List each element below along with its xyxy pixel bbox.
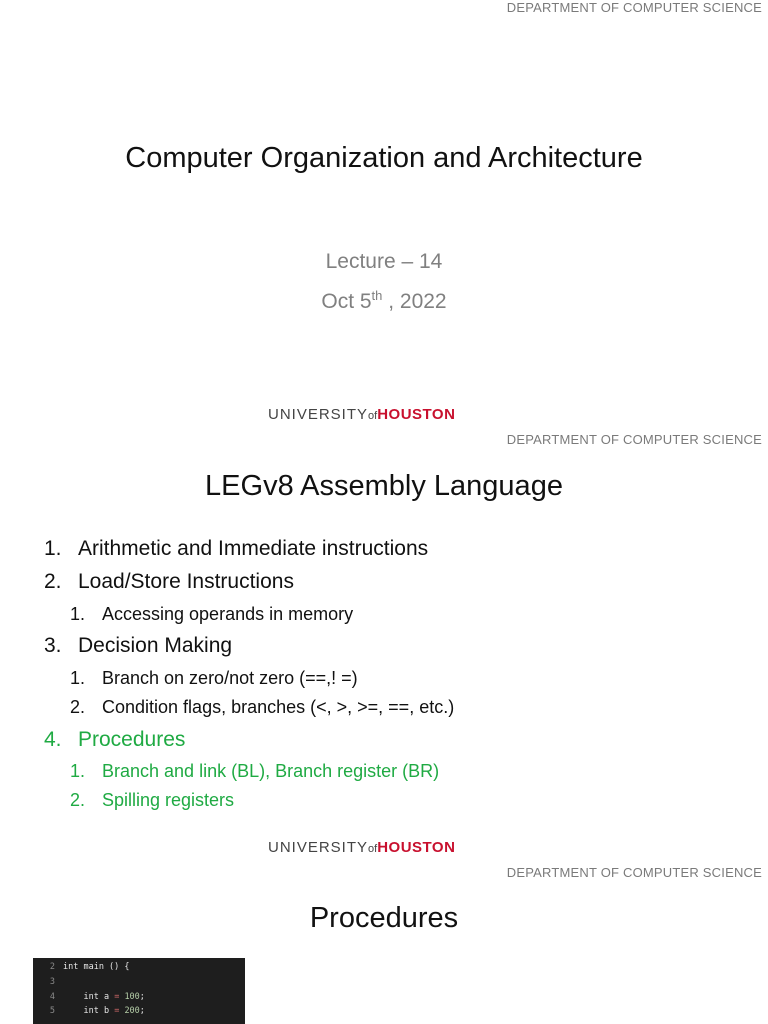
department-header: DEPARTMENT OF COMPUTER SCIENCE bbox=[506, 0, 762, 15]
code-editor bbox=[33, 958, 245, 1024]
list-subitem: 1. Branch on zero/not zero (==,! =) bbox=[70, 668, 358, 688]
list-subitem-highlighted: 1. Branch and link (BL), Branch register (BR) bbox=[70, 761, 440, 781]
list-item-highlighted: 4. Procedures bbox=[44, 728, 186, 751]
code-line: 3 bbox=[49, 977, 55, 987]
code-line: 5 int b = 200; bbox=[49, 1006, 145, 1016]
department-header: DEPARTMENT OF COMPUTER SCIENCE bbox=[506, 432, 762, 447]
code-line: 4 int a = 100; bbox=[49, 992, 145, 1002]
list-subitem-highlighted: 2. Spilling registers bbox=[70, 790, 235, 810]
list-subitem: 1. Accessing operands in memory bbox=[70, 604, 354, 624]
slide-title: Procedures bbox=[309, 902, 459, 934]
slide-title: LEGv8 Assembly Language bbox=[205, 470, 563, 502]
list-item: 2. Load/Store Instructions bbox=[44, 570, 294, 593]
code-line: 2 int main () { bbox=[49, 962, 130, 972]
department-header: DEPARTMENT OF COMPUTER SCIENCE bbox=[506, 865, 762, 880]
university-logo: UNIVERSITYofHOUSTON bbox=[268, 839, 456, 856]
slide-1 bbox=[0, 0, 768, 423]
list-item: 1. Arithmetic and Immediate instructions bbox=[44, 537, 429, 560]
university-logo: UNIVERSITYofHOUSTON bbox=[268, 406, 456, 423]
course-title: Computer Organization and Architecture bbox=[125, 142, 643, 174]
list-item: 3. Decision Making bbox=[44, 634, 233, 657]
list-subitem: 2. Condition flags, branches (<, >, >=, ==, etc.) bbox=[70, 697, 455, 717]
lecture-date: Oct 5th , 2022 bbox=[321, 288, 447, 313]
lecture-number: Lecture – 14 bbox=[325, 250, 443, 273]
slide-2 bbox=[0, 430, 768, 856]
